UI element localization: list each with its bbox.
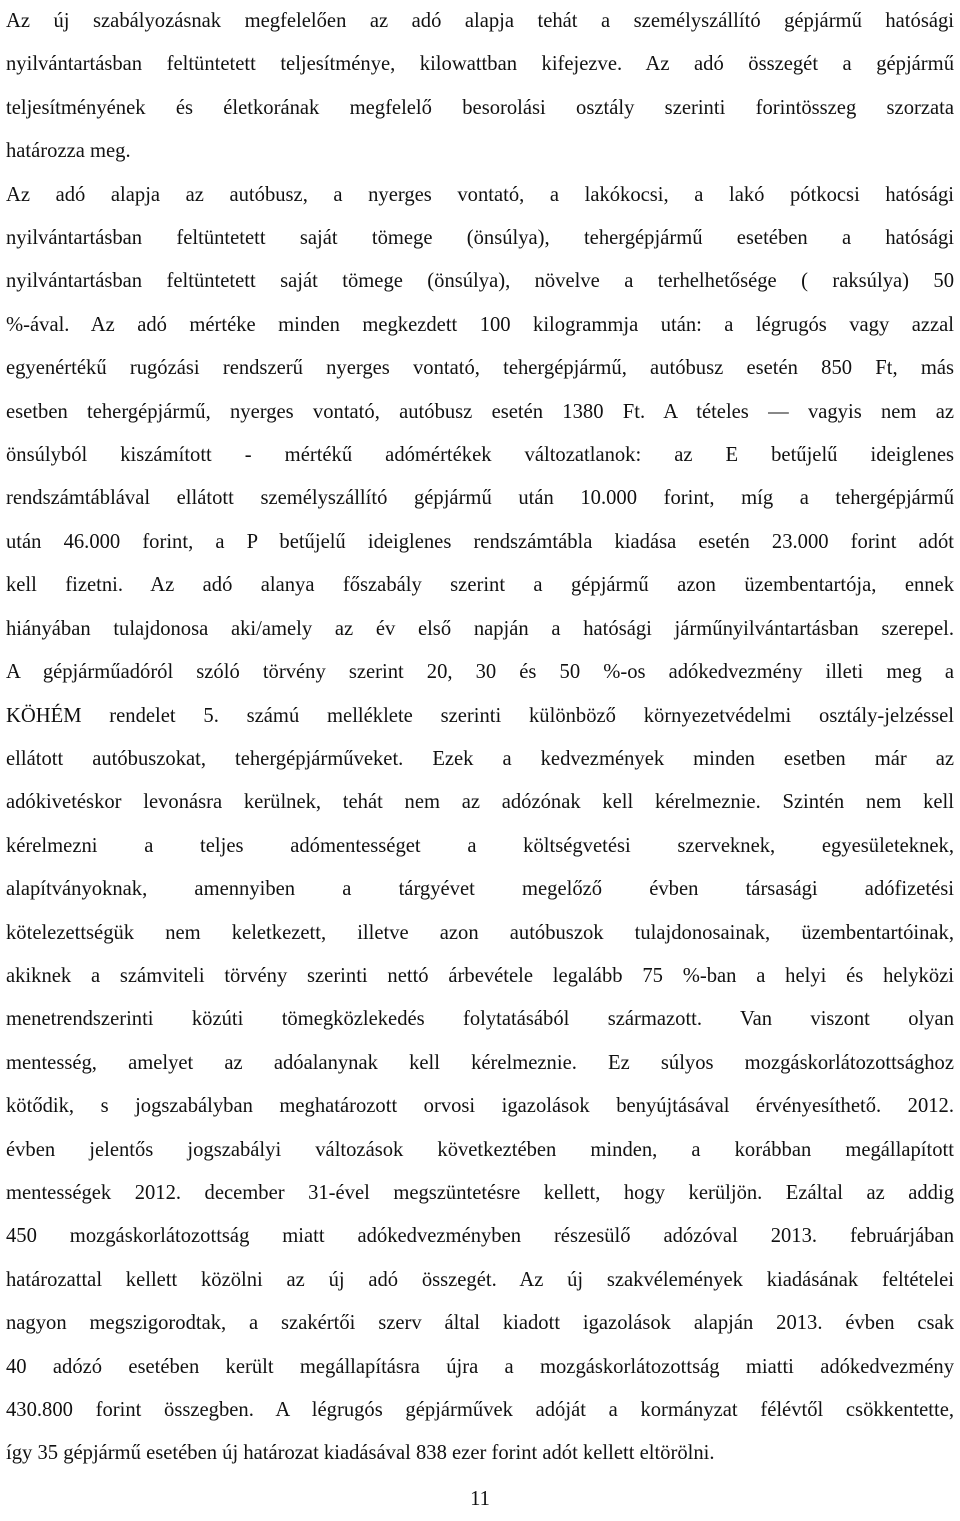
- text-line: KÖHÉM rendelet 5. számú melléklete szerinti különböző környezetvédelmi osztály-jelzéssel: [6, 704, 954, 727]
- text-line: esetben tehergépjármű, nyerges vontató, autóbusz esetén 1380 Ft. A tételes — vagyis nem az: [6, 400, 954, 423]
- text-line: 430.800 forint összegben. A légrugós gépjárművek adóját a kormányzat félévtől csökkentette,: [6, 1399, 954, 1421]
- text-line: nyilvántartásban feltüntetett saját tömege (önsúlya), növelve a terhelhetősége ( raksúlya) 50: [6, 270, 954, 293]
- text-line: Az adó alapja az autóbusz, a nyerges vontató, a lakókocsi, a lakó pótkocsi hatósági: [6, 183, 954, 206]
- text-line: 450 mozgáskorlátozottság miatt adókedvezményben részesülő adózóval 2013. februárjában: [6, 1225, 954, 1248]
- text-line: rendszámtáblával ellátott személyszállító gépjármű után 10.000 forint, míg a tehergépjármű: [6, 487, 954, 510]
- text-line: kötelezettségük nem keletkezett, illetve azon autóbuszok tulajdonosainak, üzembentartóinak,: [6, 921, 954, 944]
- text-line: így 35 gépjármű esetében új határozat kiadásával 838 ezer forint adót kellett eltörölni.: [6, 1442, 715, 1465]
- text-line: A gépjárműadóról szóló törvény szerint 20, 30 és 50 %-os adókedvezmény illeti meg a: [6, 661, 954, 684]
- document-body: [6, 0, 954, 1476]
- text-line: menetrendszerinti közúti tömegközlekedés folytatásából származott. Van viszont olyan: [6, 1008, 954, 1031]
- text-line: adókivetéskor levonásra kerülnek, tehát nem az adózónak kell kérelmeznie. Szintén nem kell: [6, 791, 954, 814]
- text-line: ellátott autóbuszokat, tehergépjárműveket. Ezek a kedvezmények minden esetben már az: [6, 747, 954, 770]
- text-line: határozza meg.: [6, 140, 131, 163]
- text-line: Az új szabályozásnak megfelelően az adó alapja tehát a személyszállító gépjármű hatósági: [6, 10, 954, 32]
- page-number: 11: [470, 1488, 490, 1510]
- text-line: egyenértékű rugózási rendszerű nyerges vontató, tehergépjármű, autóbusz esetén 850 Ft, más: [6, 357, 954, 380]
- text-line: nyilvántartásban feltüntetett teljesítménye, kilowattban kifejezve. Az adó összegét a gépjármű: [6, 53, 954, 76]
- paragraph-2: [6, 174, 954, 1476]
- paragraph-1: [6, 0, 954, 174]
- text-line: mentesség, amelyet az adóalanynak kell kérelmeznie. Ez súlyos mozgáskorlátozottsághoz: [6, 1051, 954, 1074]
- text-line: %-ával. Az adó mértéke minden megkezdett 100 kilogrammja után: a légrugós vagy azzal: [6, 313, 954, 336]
- text-line: nagyon megszigorodtak, a szakértői szerv által kiadott igazolások alapján 2013. évben csak: [6, 1312, 954, 1335]
- text-line: alapítványoknak, amennyiben a tárgyévet megelőző évben társasági adófizetési: [6, 878, 954, 901]
- text-line: évben jelentős jogszabályi változások következtében minden, a korábban megállapított: [6, 1138, 954, 1161]
- text-line: kötődik, s jogszabályban meghatározott orvosi igazolások benyújtásával érvényesíthető. 2012.: [6, 1095, 954, 1118]
- text-line: teljesítményének és életkorának megfelelő besorolási osztály szerinti forintösszeg szorzata: [6, 96, 954, 119]
- text-line: hiányában tulajdonosa aki/amely az év első napján a hatósági járműnyilvántartásban szerepel.: [6, 617, 954, 640]
- text-line: kell fizetni. Az adó alanya főszabály szerint a gépjármű azon üzembentartója, ennek: [6, 574, 954, 597]
- text-line: önsúlyból kiszámított - mértékű adómértékek változatlanok: az E betűjelű ideiglenes: [6, 444, 954, 467]
- text-line: akiknek a számviteli törvény szerinti nettó árbevétele legalább 75 %-ban a helyi és helyközi: [6, 964, 954, 987]
- text-line: 40 adózó esetében került megállapításra újra a mozgáskorlátozottság miatti adókedvezmény: [6, 1355, 954, 1378]
- text-line: kérelmezni a teljes adómentességet a költségvetési szerveknek, egyesületeknek,: [6, 834, 954, 857]
- text-line: nyilvántartásban feltüntetett saját tömege (önsúlya), tehergépjármű esetében a hatósági: [6, 227, 954, 250]
- text-line: határozattal kellett közölni az új adó összegét. Az új szakvélemények kiadásának feltételei: [6, 1268, 954, 1291]
- text-line: mentességek 2012. december 31-ével megszüntetésre kellett, hogy kerüljön. Ezáltal az addig: [6, 1181, 954, 1204]
- text-line: után 46.000 forint, a P betűjelű ideiglenes rendszámtábla kiadása esetén 23.000 forint adót: [6, 530, 954, 553]
